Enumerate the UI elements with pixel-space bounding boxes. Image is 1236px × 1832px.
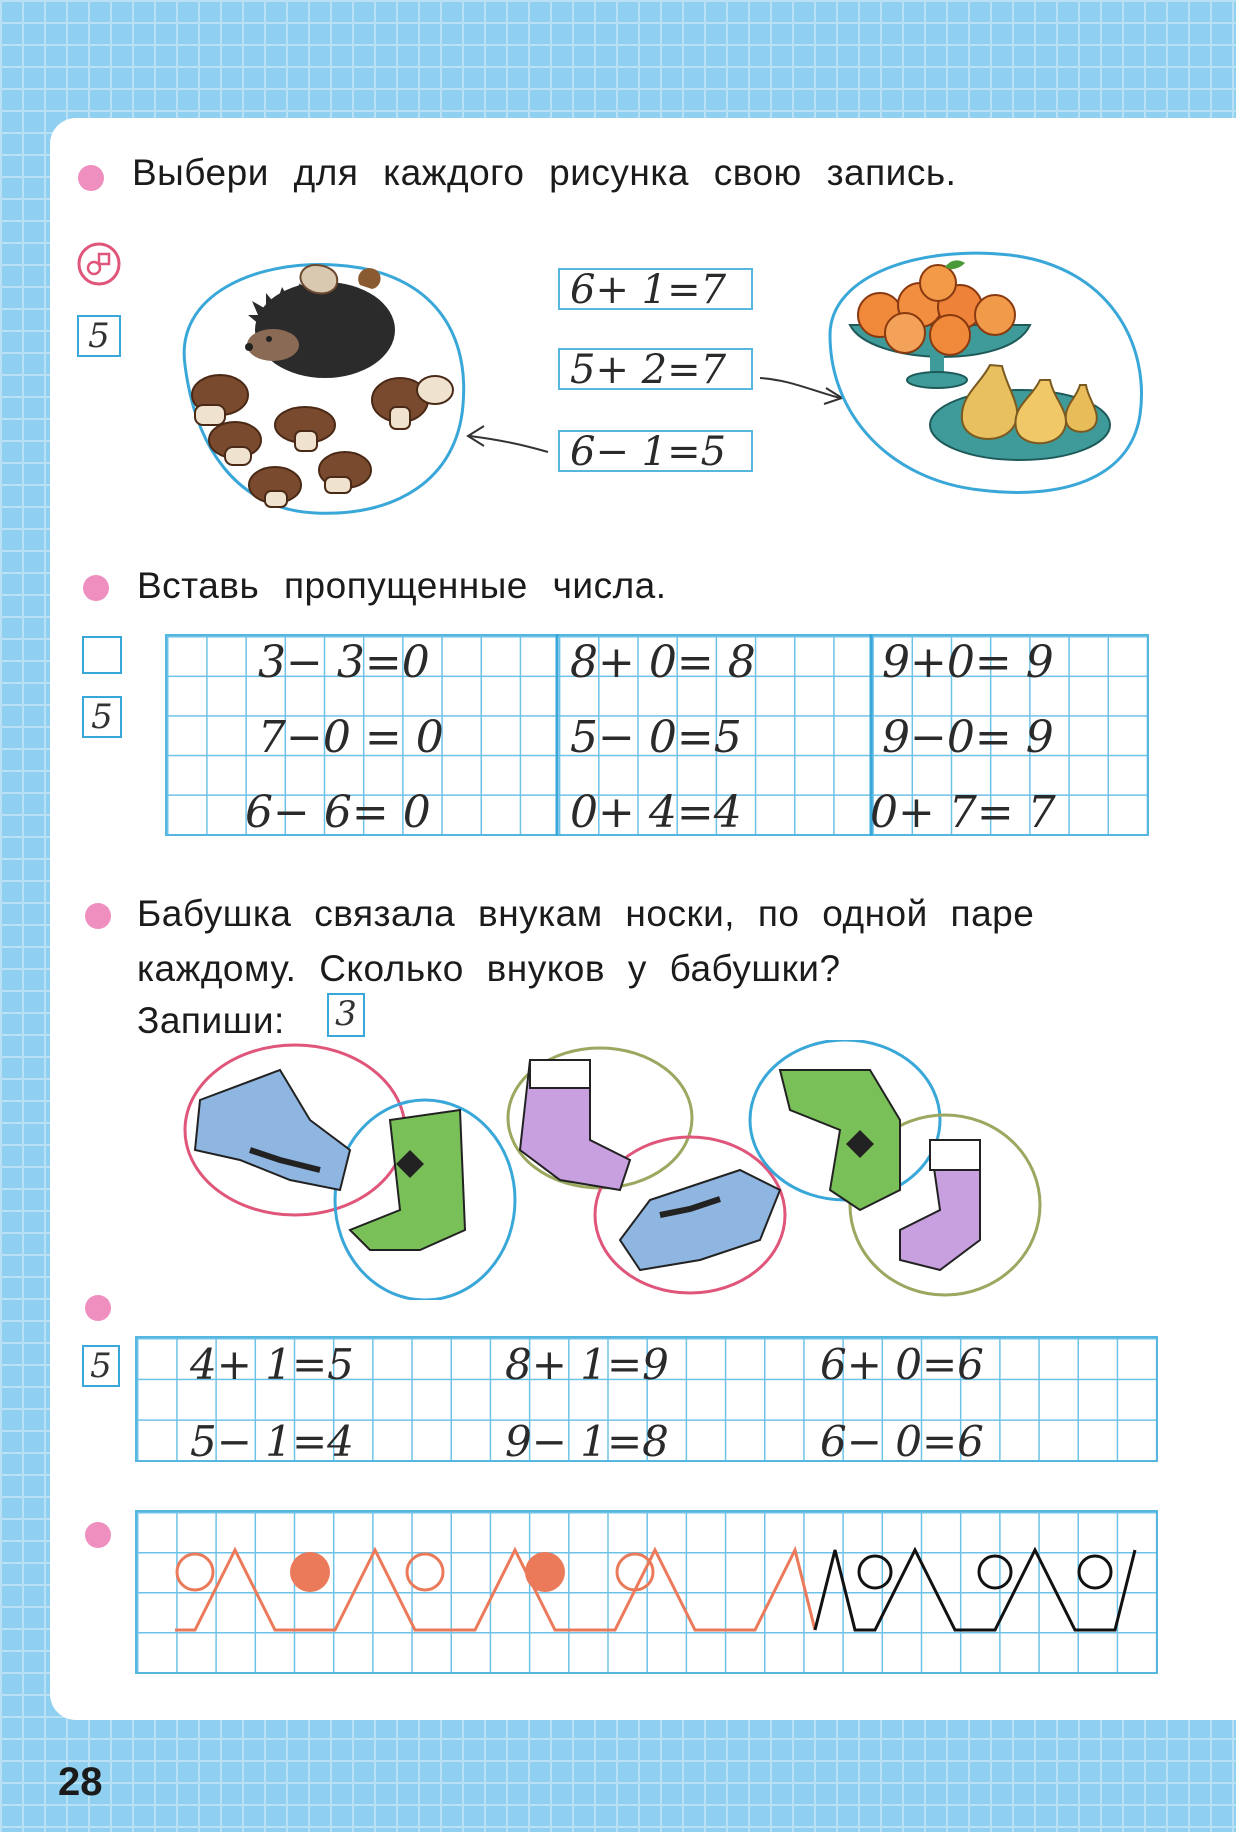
task1-bullet xyxy=(78,165,104,191)
task5-bullet xyxy=(85,1522,111,1548)
task3-line-1: Бабушка связала внукам носки, по одной паре xyxy=(137,893,1035,934)
logic-icon xyxy=(75,240,123,288)
pattern-sample-filled xyxy=(290,1552,565,1592)
task2-mark: 5 xyxy=(82,696,122,738)
page-number: 28 xyxy=(58,1760,103,1804)
task2-empty-mark xyxy=(82,636,122,674)
task1-equation-3: 6− 1=5 xyxy=(558,430,753,472)
task1-equation-2: 5+ 2=7 xyxy=(558,348,753,390)
task2-equation-8: 0+ 4=4 xyxy=(570,787,742,838)
task2-equation-4: 7−0 = 0 xyxy=(258,712,444,763)
task3-answer-box[interactable]: 3 xyxy=(327,993,365,1037)
task4-equation-1: 4+ 1=5 xyxy=(190,1340,354,1389)
matching-arrows xyxy=(460,360,850,470)
task2-title: Вставь пропущенные числа. xyxy=(137,565,667,606)
task4-equation-4: 5− 1=4 xyxy=(190,1417,354,1466)
socks-picture xyxy=(180,1040,1050,1300)
task4-mark: 5 xyxy=(82,1345,120,1387)
pattern-sample xyxy=(175,1550,815,1630)
task3-bullet xyxy=(85,903,111,929)
task2-equation-5: 5− 0=5 xyxy=(570,712,742,763)
task1-title: Выбери для каждого рисунка свою запись. xyxy=(132,152,957,193)
task2-equation-7: 6− 6= 0 xyxy=(245,787,431,838)
task2-equation-3: 9+0= 9 xyxy=(882,637,1054,688)
sock-green-1 xyxy=(350,1110,465,1250)
task5-pattern xyxy=(135,1510,1158,1674)
hedgehog-mushrooms-picture xyxy=(165,255,475,520)
task2-equation-9: 0+ 7= 7 xyxy=(870,787,1056,838)
pattern-continuation xyxy=(815,1550,1135,1630)
task2-equation-2: 8+ 0= 8 xyxy=(570,637,756,688)
task4-bullet xyxy=(85,1295,111,1321)
task3-line-2: каждому. Сколько внуков у бабушки? xyxy=(137,948,841,989)
fruit-bowl-picture xyxy=(810,245,1155,500)
task2-equation-1: 3− 3=0 xyxy=(258,637,430,688)
task1-mark: 5 xyxy=(77,315,121,357)
task4-equation-5: 9− 1=8 xyxy=(505,1417,669,1466)
task2-equation-6: 9−0= 9 xyxy=(882,712,1054,763)
sock-blue-1 xyxy=(195,1070,350,1190)
task3-write-label: Запиши: xyxy=(137,1000,285,1041)
sock-purple-2 xyxy=(900,1140,980,1270)
sock-blue-2 xyxy=(620,1170,780,1270)
task4-equation-3: 6+ 0=6 xyxy=(820,1340,984,1389)
task2-bullet xyxy=(83,575,109,601)
task4-equation-6: 6− 0=6 xyxy=(820,1417,984,1466)
task1-equation-1: 6+ 1=7 xyxy=(558,268,753,310)
task4-equation-2: 8+ 1=9 xyxy=(505,1340,669,1389)
